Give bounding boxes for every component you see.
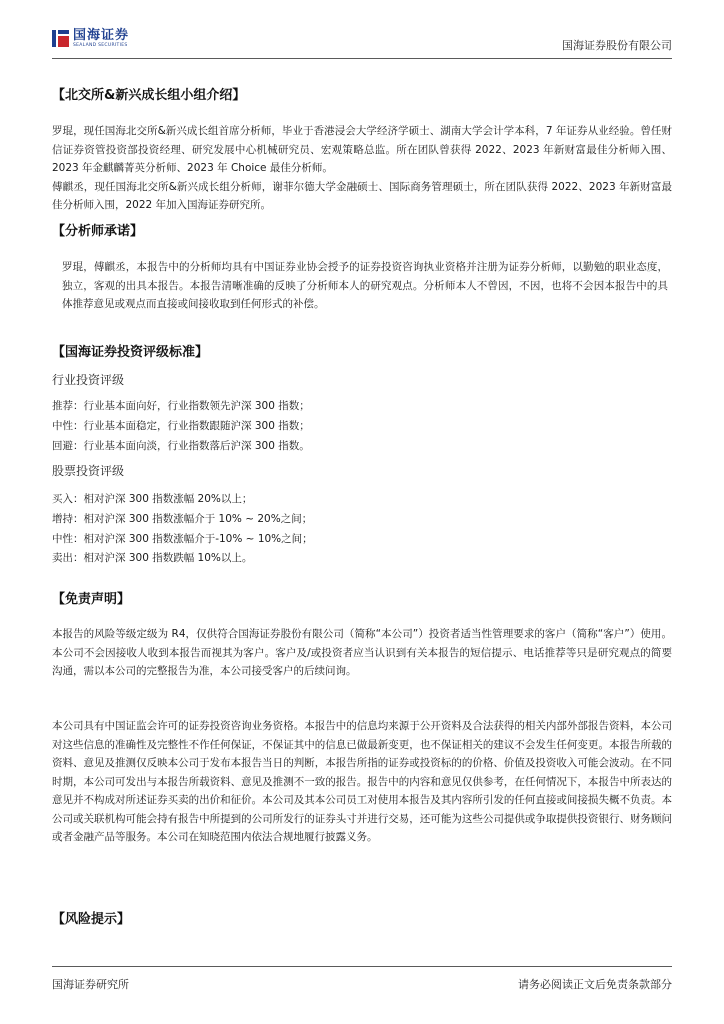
footer-notice: 请务必阅读正文后免责条款部分 xyxy=(518,978,672,991)
commitment-text: 罗琨，傅麒丞，本报告中的分析师均具有中国证券业协会授予的证券投资咨询执业资格并注册为证券分析师，以勤勉的职业态度，独立，客观的出具本报告。本报告清晰准确的反映了分析师本人的研究观点。分析师本人不曾因，不因，也将不会因本报告中的具体推荐意见或观点而直接或间接收取到任何形式的补偿。 xyxy=(62,261,668,310)
stock-rating-item: 中性：相对沪深 300 指数涨幅介于-10% ~ 10%之间； xyxy=(52,532,313,545)
team-paragraph-2: 傅麒丞，现任国海北交所&新兴成长组分析师，谢菲尔德大学金融硕士、国际商务管理硕士，所在团队获得 2022、2023 年新财富最佳分析师入围，2022 年加入国海证券研究所。 xyxy=(52,180,672,211)
logo-mark-icon xyxy=(52,30,69,47)
stock-rating-heading: 股票投资评级 xyxy=(52,464,125,478)
team-paragraph-1: 罗琨，现任国海北交所&新兴成长组首席分析师，毕业于香港浸会大学经济学硕士、湖南大学会计学本科，7 年证券从业经验。曾任财信证券资管投资部投资经理、研究发展中心机械研究员、宏观策略总监。所在团队曾获得 2022、2023 年新财富最佳分析师入围、2023 年金麒麟菁英分析师、2023 年 Choice 最佳分析师。 xyxy=(52,125,672,174)
logo-name-cn: 国海证券 xyxy=(73,28,130,43)
commitment-section-title: 【分析师承诺】 xyxy=(52,224,144,239)
stock-rating-item: 卖出：相对沪深 300 指数跌幅 10%以上。 xyxy=(52,552,253,565)
disclaimer-paragraph-2: 本公司具有中国证监会许可的证券投资咨询业务资格。本报告中的信息均来源于公开资料及合法获得的相关内部外部报告资料，本公司对这些信息的准确性及完整性不作任何保证，不保证其中的信息已做最新变更，也不保证相关的建议不会发生任何变更。本报告所载的资料、意见及推测仅反映本公司于发布本报告当日的判断，本报告所指的证券或投资标的的价格、价值及投资收入可能会波动。在不同时期，本公司可发出与本报告所载资料、意见及推测不一致的报告。报告中的内容和意见仅供参考，在任何情况下，本报告中所表达的意见并不构成对所述证券买卖的出价和征价。本公司及其本公司员工对使用本报告及其内容所引发的任何直接或间接损失概不负责。本公司或关联机构可能会持有报告中所提到的公司所发行的证券头寸并进行交易，还可能为这些公司提供或争取提供投资银行、财务顾问或者金融产品等服务。本公司在知晓范围内依法合规地履行披露义务。 xyxy=(52,720,672,843)
stock-rating-list xyxy=(52,490,313,569)
header-company-name: 国海证券股份有限公司 xyxy=(562,39,672,52)
industry-rating-heading: 行业投资评级 xyxy=(52,373,125,387)
risk-section-title: 【风险提示】 xyxy=(52,912,131,927)
footer-institute: 国海证券研究所 xyxy=(52,978,129,991)
industry-rating-item: 中性：行业基本面稳定，行业指数跟随沪深 300 指数； xyxy=(52,419,310,432)
company-logo xyxy=(52,29,129,49)
page-footer xyxy=(52,966,672,991)
disclaimer-section-title: 【免责声明】 xyxy=(52,592,131,607)
logo-name-en: SEALAND SECURITIES xyxy=(73,43,128,48)
industry-rating-item: 回避：行业基本面向淡，行业指数落后沪深 300 指数。 xyxy=(52,439,310,452)
disclaimer-paragraph-1: 本报告的风险等级定级为 R4，仅供符合国海证券股份有限公司（简称“本公司”）投资者适当性管理要求的客户（简称“客户”）使用。本公司不会因接收人收到本报告而视其为客户。客户及/或投资者应当认识到有关本报告的短信提示、电话推荐等只是研究观点的简要沟通，需以本公司的完整报告为准，本公司接受客户的后续问询。 xyxy=(52,628,672,677)
industry-rating-item: 推荐：行业基本面向好，行业指数领先沪深 300 指数； xyxy=(52,400,310,412)
team-section-title: 【北交所&新兴成长组小组介绍】 xyxy=(52,88,246,103)
stock-rating-item: 增持：相对沪深 300 指数涨幅介于 10% ~ 20%之间； xyxy=(52,512,313,525)
team-intro xyxy=(52,122,672,215)
rating-section-title: 【国海证券投资评级标准】 xyxy=(52,345,209,360)
stock-rating-item: 买入：相对沪深 300 指数涨幅 20%以上； xyxy=(52,493,253,505)
industry-rating-list xyxy=(52,397,310,456)
page-header xyxy=(52,28,672,59)
